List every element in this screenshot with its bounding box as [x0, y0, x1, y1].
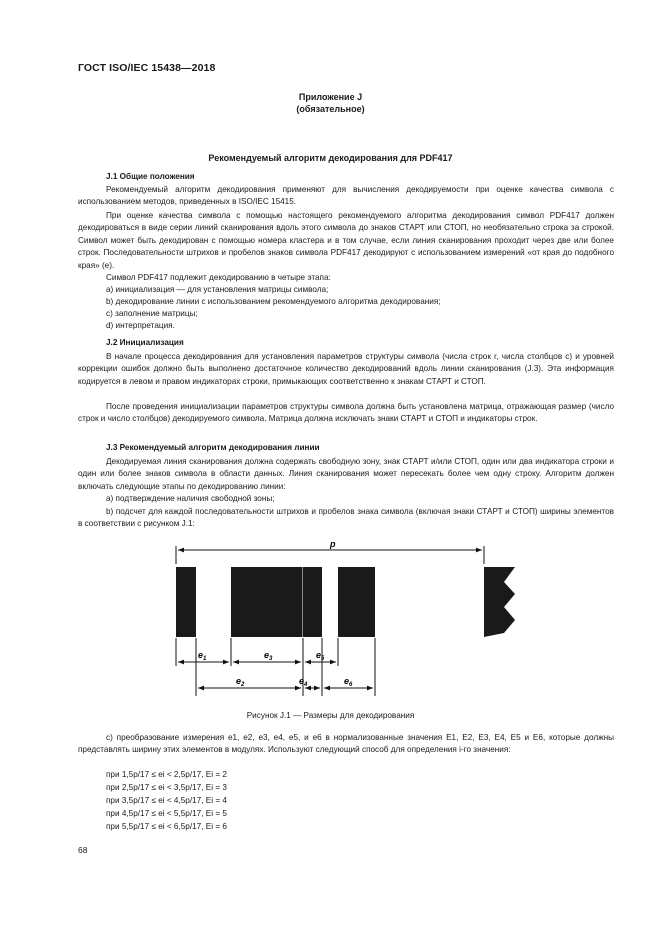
section-heading-j3: J.3 Рекомендуемый алгоритм декодирования линии — [106, 443, 320, 452]
list-item: c) заполнение матрицы; — [106, 309, 198, 318]
list-item: b) декодирование линии с использованием рекомендуемого алгоритма декодирования; — [106, 297, 441, 306]
paragraph: c) преобразование измерения e1, e2, e3, e4, e5, и e6 в нормализованные значения E1, E2, E3, E4, E5 и E6, которые должны представлять ширину этих элементов в модулях. Используют следующий способ для определения i-го значения: — [78, 733, 614, 755]
rule-line: при 2,5p/17 ≤ ei < 3,5p/17, Ei = 3 — [106, 783, 227, 792]
dimension-label-e1: $e_1$ — [198, 650, 207, 662]
rule-line: при 1,5p/17 ≤ ei < 2,5p/17, Ei = 2 — [106, 770, 227, 779]
paragraph: В начале процесса декодирования для установления параметров структуры символа (числа строк r, числа столбцов c) и уровней коррекции ошибок должно быть выполнено достаточное количество декодирований вдоль линии сканирования (J.3). Эта информация кодируется в левом и правом индикаторах строки, примыкающих соответственно к знакам СТАРТ и СТОП. — [78, 352, 614, 386]
section-heading-j1: J.1 Общие положения — [106, 172, 195, 181]
figure-caption: Рисунок J.1 — Размеры для декодирования — [246, 711, 415, 720]
appendix-title: Приложение J — [298, 92, 363, 102]
dimension-label-p: p — [330, 539, 336, 549]
paragraph: Символ PDF417 подлежит декодированию в четыре этапа: — [106, 273, 331, 282]
document-header: ГОСТ ISO/IEC 15438—2018 — [78, 62, 216, 74]
main-title: Рекомендуемый алгоритм декодирования для PDF417 — [208, 153, 453, 163]
dimension-label-e3: $e_3$ — [264, 650, 273, 662]
page-number: 68 — [78, 845, 88, 855]
section-heading-j2: J.2 Инициализация — [106, 338, 184, 347]
list-item: d) интерпретация. — [106, 321, 175, 330]
torn-bar-element — [484, 567, 515, 637]
list-item: a) инициализация — для установления матрицы символа; — [106, 285, 329, 294]
rule-line: при 3,5p/17 ≤ ei < 4,5p/17, Ei = 4 — [106, 796, 227, 805]
dimension-label-e6: $e_6$ — [344, 676, 353, 688]
appendix-subtitle: (обязательное) — [296, 104, 365, 114]
bar-element — [303, 567, 322, 637]
bar-element — [338, 567, 375, 637]
paragraph: b) подсчет для каждой последовательности штрихов и пробелов знака символа (включая знаки СТАРТ и СТОП) ширины элементов в соответствии с рисунком J.1: — [78, 507, 614, 529]
rule-line: при 4,5p/17 ≤ ei < 5,5p/17, Ei = 5 — [106, 809, 227, 818]
paragraph: Декодируемая линия сканирования должна содержать свободную зону, знак СТАРТ и/или СТОП, один или два индикатора строки и один или более знаков символа в области данных. Линия сканирования может пересекать более чем одну строку. Алгоритм должен включать следующие этапы по декодированию линии: — [78, 457, 614, 491]
list-item: a) подтверждение наличия свободной зоны; — [106, 494, 275, 503]
bar-element — [231, 567, 302, 637]
dimension-label-e5: $e_5$ — [316, 650, 325, 662]
paragraph: После проведения инициализации параметров структуры символа должна быть установлена матрица, отражающая размер (число строк и число столбцов) декодируемого символа. Матрица должна исключать знаки СТАРТ и СТОП и индикаторы строк. — [78, 402, 614, 424]
paragraph: При оценке качества символа с помощью настоящего рекомендуемого алгоритма декодирования символ PDF417 должен декодироваться в виде серии линий сканирования вдоль этого символа до знаков СТАРТ или СТОП, но необязательно строка за строкой. Символ может быть декодирован с помощью номера кластера и в том случае, если линия сканирования проходит через две или более строк. Последовательности штрихов и пробелов знаков символа PDF417 декодируют с использованием измерений «от края до подобного края» (е). — [78, 211, 614, 270]
bar-element — [176, 567, 196, 637]
figure-dimensions-diagram — [170, 538, 520, 698]
dimension-label-e2: $e_2$ — [236, 676, 245, 688]
rule-line: при 5,5p/17 ≤ ei < 6,5p/17, Ei = 6 — [106, 822, 227, 831]
bar-element — [302, 567, 303, 637]
paragraph: Рекомендуемый алгоритм декодирования применяют для вычисления декодируемости при оценке качества символа с использованием методов, приведенных в ISO/IEC 15415. — [78, 185, 614, 207]
dimension-label-e4: $e_4$ — [299, 676, 308, 688]
